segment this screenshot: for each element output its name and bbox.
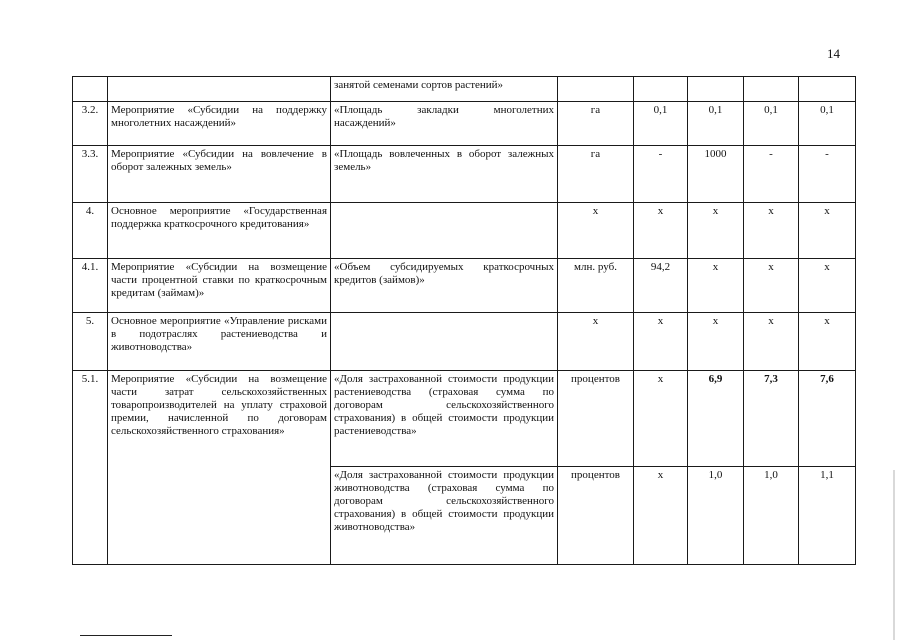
event-cell: Мероприятие «Субсидии на вовлечение в оборот залежных земель»	[108, 146, 331, 203]
value-cell: -	[634, 146, 688, 203]
unit-cell: га	[558, 102, 634, 146]
value-cell: х	[634, 467, 688, 565]
table-row	[73, 259, 856, 313]
value-cell: х	[744, 313, 799, 371]
value-cell: х	[688, 203, 744, 259]
event-cell: Мероприятие «Субсидии на возмещение части затрат сельскохозяйственных товаропроизводителей на уплату страховой премии, начисленной по договорам сельскохозяйственного страхования»	[108, 371, 331, 565]
value-cell: х	[744, 203, 799, 259]
indicator-cell: «Доля застрахованной стоимости продукции растениеводства (страховая сумма по договорам сельскохозяйственного страхования) в общей стоимости продукции растениеводства»	[331, 371, 558, 467]
unit-cell: х	[558, 203, 634, 259]
row-number: 5.1.	[73, 371, 108, 565]
value-cell: -	[799, 146, 856, 203]
value-cell: х	[688, 259, 744, 313]
value-cell: х	[799, 313, 856, 371]
indicators-table	[72, 76, 856, 565]
table-row	[73, 371, 856, 467]
value-cell: 94,2	[634, 259, 688, 313]
indicator-cell: «Доля застрахованной стоимости продукции животноводства (страховая сумма по договорам сельскохозяйственного страхования) в общей стоимости продукции животноводства»	[331, 467, 558, 565]
value-cell: 0,1	[634, 102, 688, 146]
event-cell: Мероприятие «Субсидии на возмещение части процентной ставки по краткосрочным кредитам (займам)»	[108, 259, 331, 313]
row-number: 3.2.	[73, 102, 108, 146]
value-cell: 1,0	[688, 467, 744, 565]
value-cell	[744, 77, 799, 102]
unit-cell: млн. руб.	[558, 259, 634, 313]
event-cell	[108, 77, 331, 102]
indicator-cell: «Площадь вовлеченных в оборот залежных земель»	[331, 146, 558, 203]
value-cell: х	[799, 203, 856, 259]
value-cell	[634, 77, 688, 102]
footnote-divider	[80, 635, 172, 636]
value-cell: х	[799, 259, 856, 313]
value-cell: 0,1	[688, 102, 744, 146]
table-row	[73, 77, 856, 102]
table-row	[73, 146, 856, 203]
unit-cell: процентов	[558, 467, 634, 565]
event-cell: Основное мероприятие «Управление рисками в подотраслях растениеводства и животноводства»	[108, 313, 331, 371]
table-row	[73, 102, 856, 146]
table-row	[73, 203, 856, 259]
indicator-cell: «Объем субсидируемых краткосрочных кредитов (займов)»	[331, 259, 558, 313]
value-cell: 0,1	[799, 102, 856, 146]
unit-cell	[558, 77, 634, 102]
event-cell: Основное мероприятие «Государственная поддержка краткосрочного кредитования»	[108, 203, 331, 259]
value-cell: х	[634, 371, 688, 467]
unit-cell: х	[558, 313, 634, 371]
row-number: 5.	[73, 313, 108, 371]
indicator-cell	[331, 203, 558, 259]
value-cell	[799, 77, 856, 102]
value-cell: 7,3	[744, 371, 799, 467]
value-cell: х	[744, 259, 799, 313]
value-cell: 7,6	[799, 371, 856, 467]
indicator-cell	[331, 313, 558, 371]
page-number: 14	[827, 46, 840, 61]
row-number: 4.1.	[73, 259, 108, 313]
value-cell: х	[634, 203, 688, 259]
value-cell: -	[744, 146, 799, 203]
indicator-cell: занятой семенами сортов растений»	[331, 77, 558, 102]
value-cell: х	[634, 313, 688, 371]
row-number: 3.3.	[73, 146, 108, 203]
indicator-cell: «Площадь закладки многолетних насаждений»	[331, 102, 558, 146]
table-row	[73, 313, 856, 371]
value-cell: 1000	[688, 146, 744, 203]
value-cell	[688, 77, 744, 102]
unit-cell: га	[558, 146, 634, 203]
value-cell: 1,0	[744, 467, 799, 565]
unit-cell: процентов	[558, 371, 634, 467]
scan-edge-mark	[893, 470, 895, 640]
event-cell: Мероприятие «Субсидии на поддержку многолетних насаждений»	[108, 102, 331, 146]
row-number	[73, 77, 108, 102]
row-number: 4.	[73, 203, 108, 259]
value-cell: 6,9	[688, 371, 744, 467]
value-cell: 1,1	[799, 467, 856, 565]
value-cell: 0,1	[744, 102, 799, 146]
value-cell: х	[688, 313, 744, 371]
